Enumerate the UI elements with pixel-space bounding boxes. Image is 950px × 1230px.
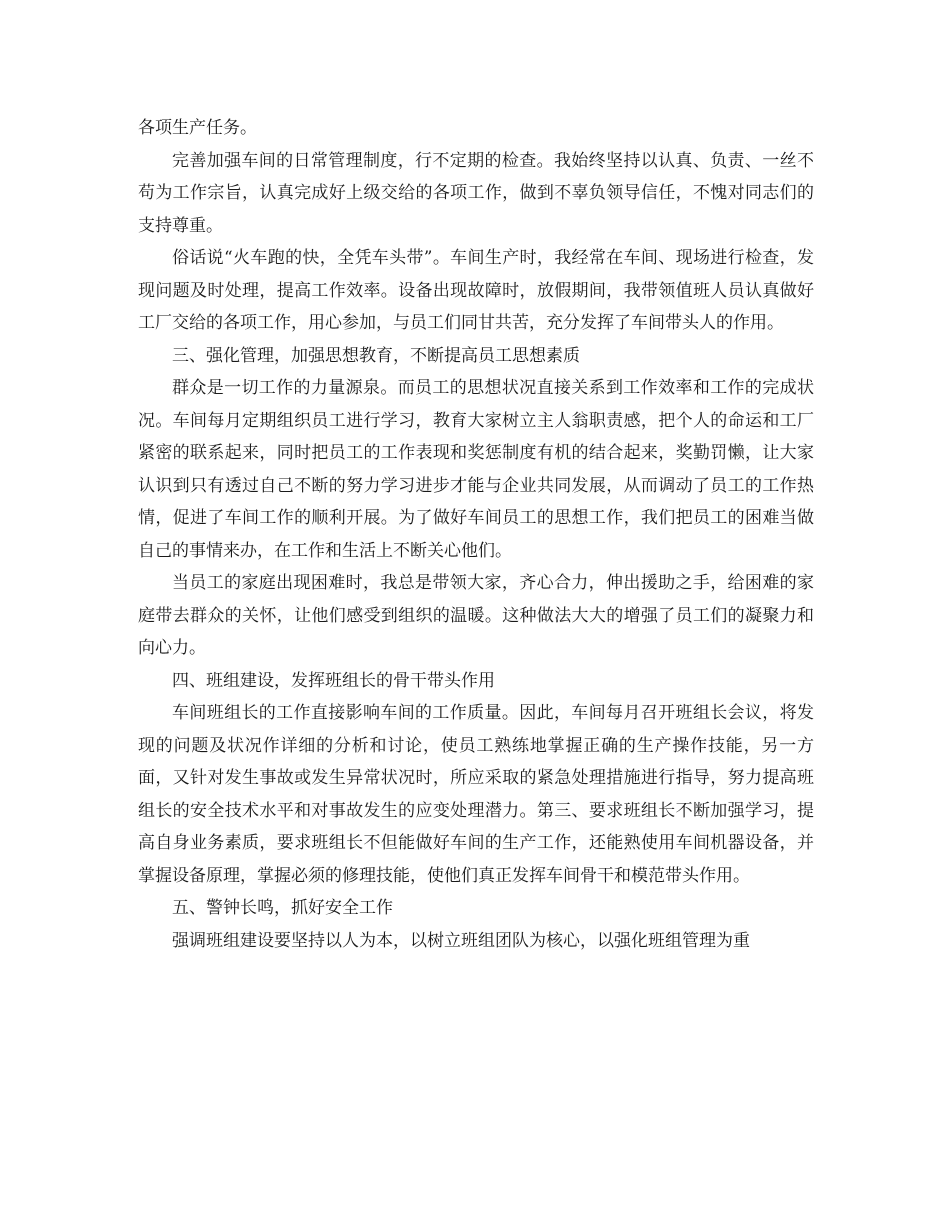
section-heading-5: 五、警钟长鸣，抓好安全工作	[172, 898, 393, 918]
paragraph-thought-education: 群众是一切工作的力量源泉。而员工的思想状况直接关系到工作效率和工作的完成状况。车间每月定期组织员工进行学习，教育大家树立主人翁职责感，把个人的命运和工厂紧密的联系起来，同时把员工的工作表现和奖惩制度有机的结合起来，奖勤罚懒，让大家认识到只有透过自己不断的努力学习进步才能与企业共同发展，从而调动了员工的工作热情，促进了车间工作的顺利开展。为了做好车间员工的思想工作，我们把员工的困难当做自己的事情来办，在工作和生活上不断关心他们。	[138, 378, 814, 561]
paragraph-train-proverb: 俗话说“火车跑的快，全凭车头带”。车间生产时，我经常在车间、现场进行检查，发现问题及时处理，提高工作效率。设备出现故障时，放假期间，我带领值班人员认真做好工厂交给的各项工作，用心参加，与员工们同甘共苦，充分发挥了车间带头人的作用。	[138, 248, 814, 333]
document-page	[138, 112, 814, 957]
paragraph-family-care: 当员工的家庭出现困难时，我总是带领大家，齐心合力，伸出援助之手，给困难的家庭带去群众的关怀，让他们感受到组织的温暖。这种做法大大的增强了员工们的凝聚力和向心力。	[138, 573, 814, 658]
paragraph-safety: 强调班组建设要坚持以人为本，以树立班组团队为核心，以强化班组管理为重	[172, 930, 750, 951]
paragraph-continuation: 各项生产任务。	[138, 118, 257, 138]
section-heading-4: 四、班组建设，发挥班组长的骨干带头作用	[172, 670, 495, 691]
paragraph-team-leaders: 车间班组长的工作直接影响车间的工作质量。因此，车间每月召开班组长会议，将发现的问题及状况作详细的分析和讨论，使员工熟练地掌握正确的生产操作技能，另一方面，又针对发生事故或发生异常状况时，所应采取的紧急处理措施进行指导，努力提高班组长的安全技术水平和对事故发生的应变处理潜力。第三、要求班组长不断加强学习，提高自身业务素质，要求班组长不但能做好车间的生产工作，还能熟使用车间机器设备，并掌握设备原理，掌握必须的修理技能，使他们真正发挥车间骨干和模范带头作用。	[138, 703, 814, 886]
section-heading-3: 三、强化管理，加强思想教育，不断提高员工思想素质	[172, 345, 580, 366]
paragraph-daily-management: 完善加强车间的日常管理制度，行不定期的检查。我始终坚持以认真、负责、一丝不苟为工作宗旨，认真完成好上级交给的各项工作，做到不辜负领导信任，不愧对同志们的支持尊重。	[138, 150, 814, 236]
